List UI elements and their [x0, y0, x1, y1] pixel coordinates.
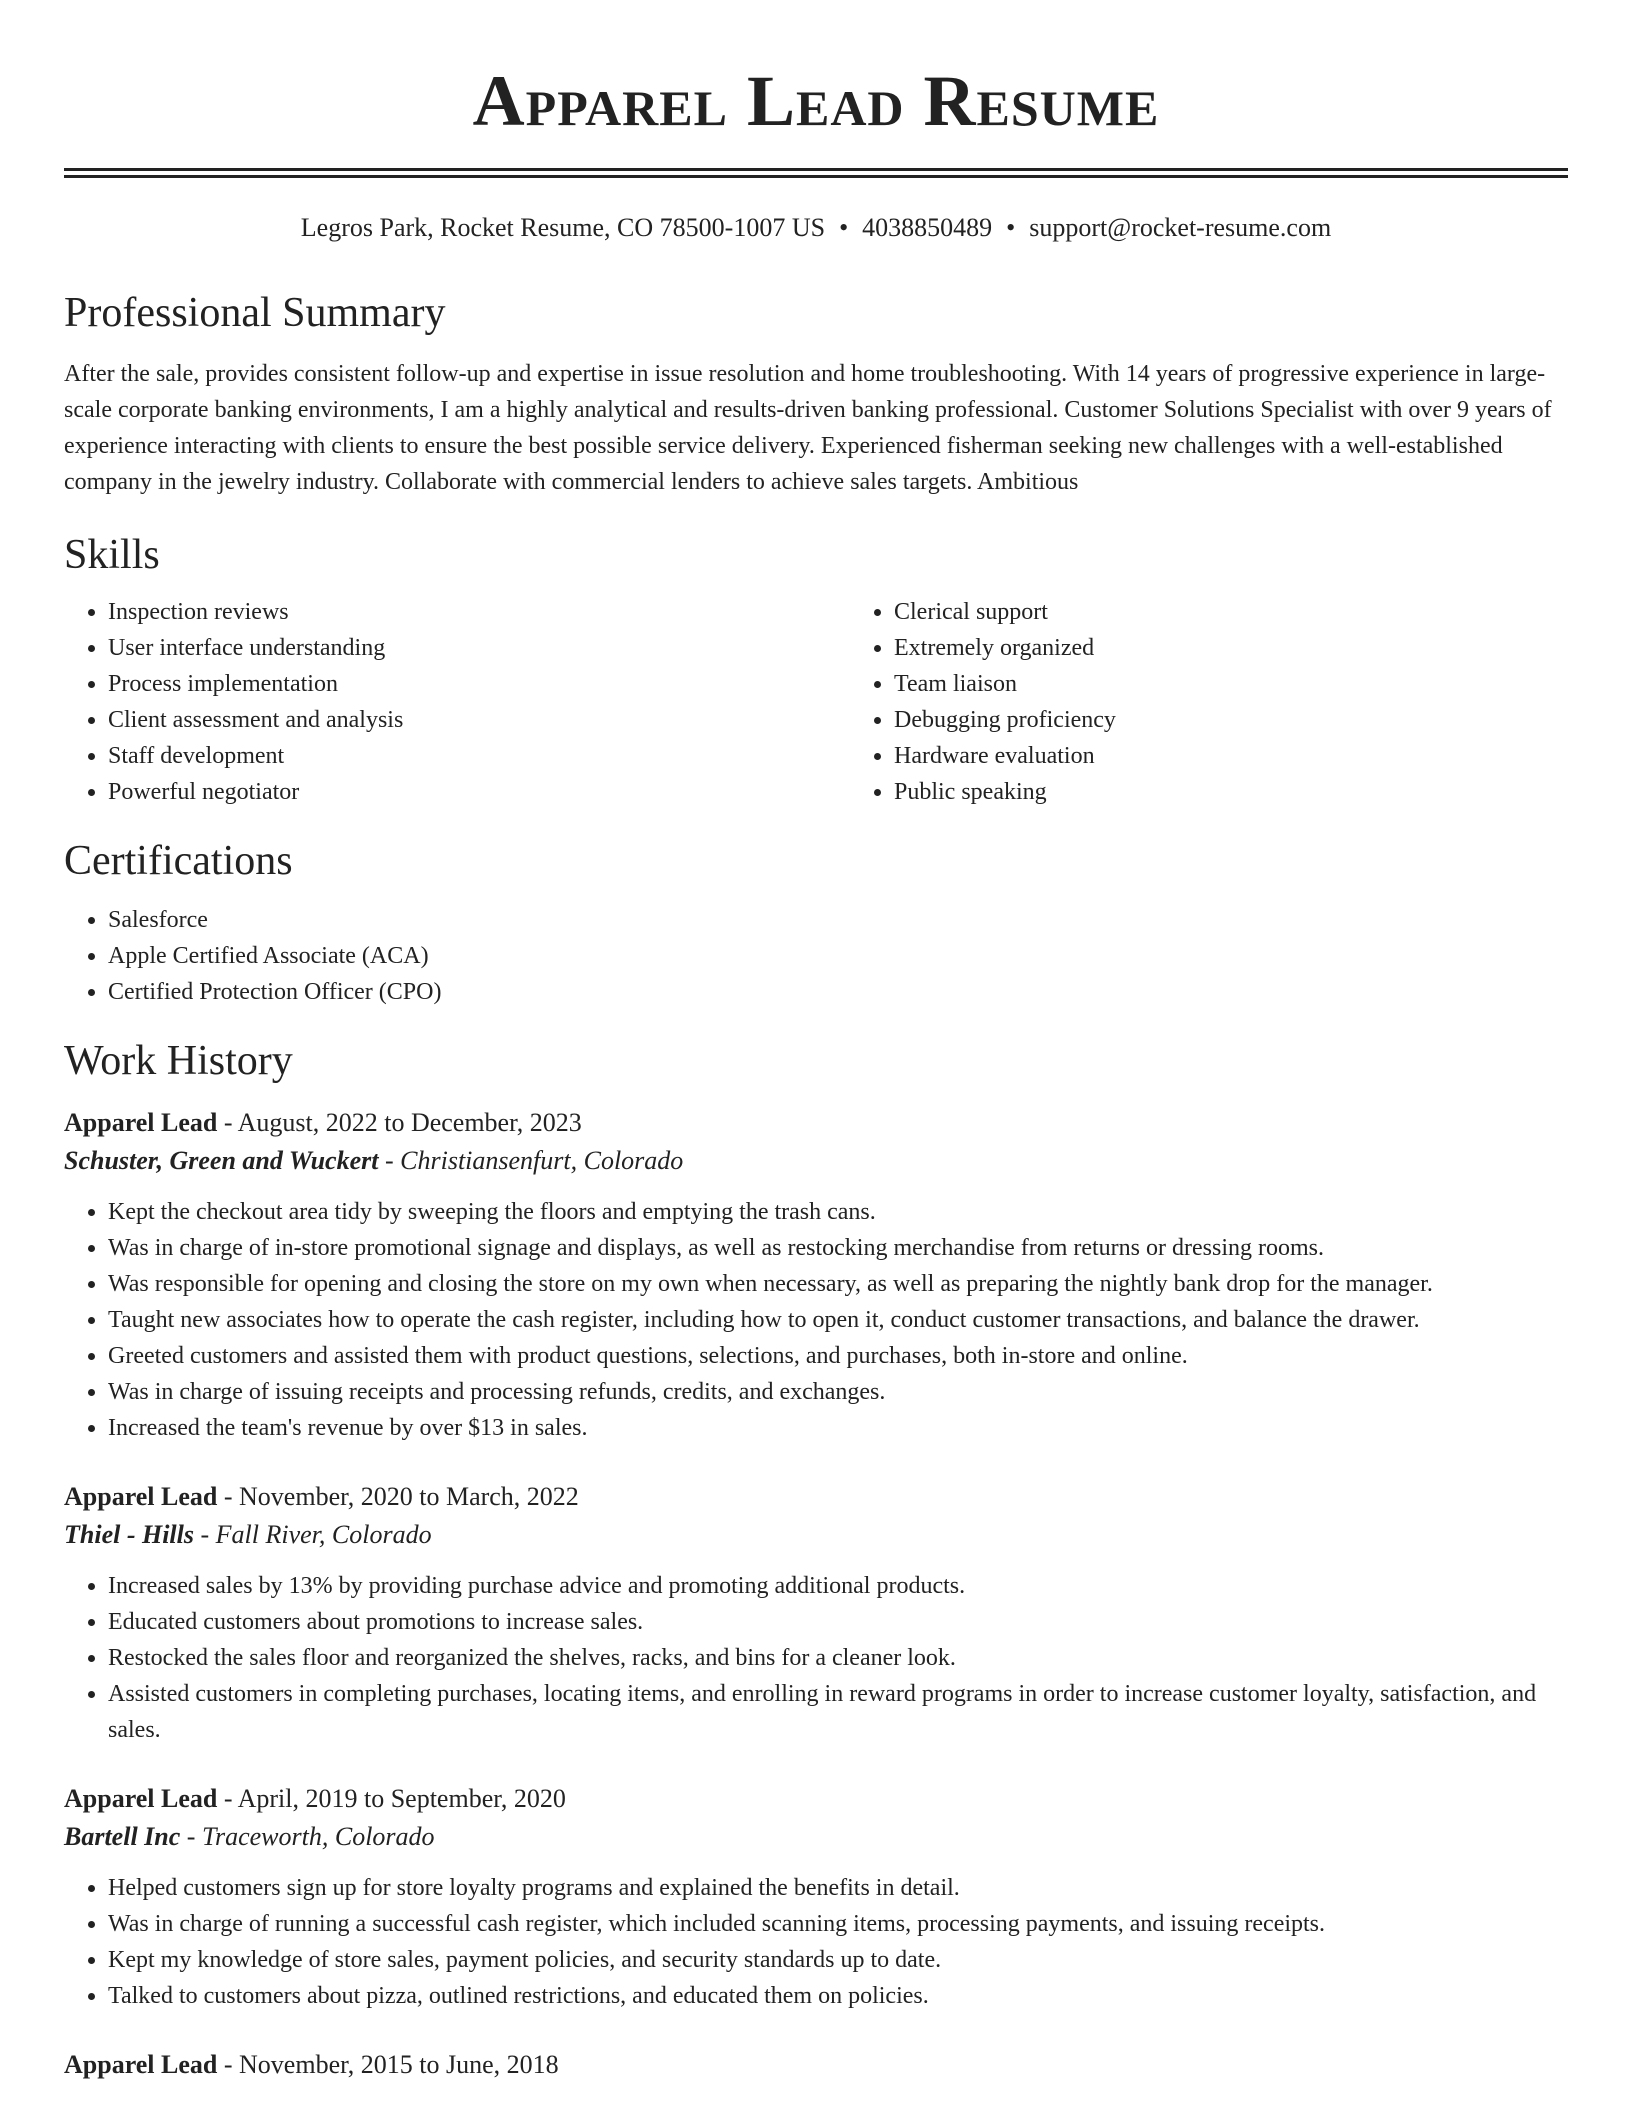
job-duty: • Taught new associates how to operate the cash register, including how to open it, conduct customer transactions, and balance the drawer. — [108, 1302, 1568, 1338]
skill-item: • Team liaison — [894, 666, 1632, 702]
job-duty: • Restocked the sales floor and reorganized the shelves, racks, and bins for a cleaner look. — [108, 1640, 1568, 1676]
skill-item: • Staff development — [108, 738, 850, 774]
job-duty: • Assisted customers in completing purchases, locating items, and enrolling in reward programs in order to increase customer loyalty, satisfaction, and sales. — [108, 1676, 1568, 1748]
employer-name: Bartell Inc — [64, 1822, 181, 1851]
skills-list-right — [850, 594, 1632, 810]
job-title: Apparel Lead — [64, 1482, 218, 1511]
job-duty: • Was in charge of issuing receipts and processing refunds, credits, and exchanges. — [108, 1374, 1568, 1410]
job-title: Apparel Lead — [64, 2050, 218, 2079]
job-duty: • Was in charge of in-store promotional signage and displays, as well as restocking merchandise from returns or dressing rooms. — [108, 1230, 1568, 1266]
summary-heading: Professional Summary — [64, 290, 446, 336]
summary-text: After the sale, provides consistent follow-up and expertise in issue resolution and home troubleshooting. With 14 years of progressive experience in large-scale corporate banking environments, I am a highly analytical and results-driven banking professional. Customer Solutions Specialist with over 9 years of experience interacting with clients to ensure the best possible service delivery. Experienced fisherman seeking new challenges with a well-established company in the jewelry industry. Collaborate with commercial lenders to achieve sales targets. Ambitious — [64, 361, 1552, 495]
skill-item: • Inspection reviews — [108, 594, 850, 630]
job-title-line — [64, 1780, 1568, 1818]
contact-email[interactable]: support@rocket-resume.com — [1029, 213, 1332, 242]
contact-separator: • — [1006, 213, 1016, 242]
employer-location: - Fall River, Colorado — [200, 1520, 432, 1549]
certification-item: • Apple Certified Associate (ACA) — [108, 938, 1568, 974]
resume-title: Apparel Lead Resume — [472, 61, 1160, 141]
skill-item: • Extremely organized — [894, 630, 1632, 666]
skills-columns — [64, 594, 1568, 810]
job-duties-list — [64, 1870, 1568, 2014]
job-entry — [64, 2046, 1568, 2084]
job-entry — [64, 1780, 1568, 2014]
contact-address: Legros Park, Rocket Resume, CO 78500-1007 US — [300, 213, 826, 242]
job-duty: • Increased the team's revenue by over $13 in sales. — [108, 1410, 1568, 1446]
contact-line — [64, 212, 1568, 244]
job-dates: - August, 2022 to December, 2023 — [223, 1108, 582, 1137]
job-dates: - April, 2019 to September, 2020 — [223, 1784, 566, 1813]
employer-line — [64, 1142, 1568, 1180]
skills-heading: Skills — [64, 532, 160, 578]
certification-item: • Salesforce — [108, 902, 1568, 938]
job-entry — [64, 1478, 1568, 1748]
skill-item: • Debugging proficiency — [894, 702, 1632, 738]
job-duties-list — [64, 1194, 1568, 1446]
job-dates: - November, 2015 to June, 2018 — [223, 2050, 559, 2079]
employer-name: Schuster, Green and Wuckert — [64, 1146, 379, 1175]
job-duty: • Was responsible for opening and closing the store on my own when necessary, as well as preparing the nightly bank drop for the manager. — [108, 1266, 1568, 1302]
employer-name: Thiel - Hills — [64, 1520, 194, 1549]
certifications-heading: Certifications — [64, 838, 293, 884]
skill-item: • Hardware evaluation — [894, 738, 1632, 774]
contact-phone: 4038850489 — [862, 213, 993, 242]
certification-item: • Certified Protection Officer (CPO) — [108, 974, 1568, 1010]
job-duty: • Talked to customers about pizza, outlined restrictions, and educated them on policies. — [108, 1978, 1568, 2014]
job-title-line — [64, 1104, 1568, 1142]
job-duty: • Greeted customers and assisted them with product questions, selections, and purchases, both in-store and online. — [108, 1338, 1568, 1374]
certifications-list — [64, 902, 1568, 1010]
job-title: Apparel Lead — [64, 1784, 218, 1813]
job-duty: • Helped customers sign up for store loyalty programs and explained the benefits in detail. — [108, 1870, 1568, 1906]
skill-item: • Public speaking — [894, 774, 1632, 810]
job-duty: • Was in charge of running a successful cash register, which included scanning items, processing payments, and issuing receipts. — [108, 1906, 1568, 1942]
job-duty: • Kept my knowledge of store sales, payment policies, and security standards up to date. — [108, 1942, 1568, 1978]
skill-item: • Powerful negotiator — [108, 774, 850, 810]
skill-item: • Clerical support — [894, 594, 1632, 630]
job-title-line — [64, 1478, 1568, 1516]
job-title: Apparel Lead — [64, 1108, 218, 1137]
work-history-heading: Work History — [64, 1038, 293, 1084]
skill-item: • User interface understanding — [108, 630, 850, 666]
skill-item: • Client assessment and analysis — [108, 702, 850, 738]
skill-item: • Process implementation — [108, 666, 850, 702]
contact-separator: • — [839, 213, 849, 242]
job-duty: • Educated customers about promotions to increase sales. — [108, 1604, 1568, 1640]
job-title-line — [64, 2046, 1568, 2084]
job-duty: • Kept the checkout area tidy by sweeping the floors and emptying the trash cans. — [108, 1194, 1568, 1230]
job-entry — [64, 1104, 1568, 1446]
job-duty: • Increased sales by 13% by providing purchase advice and promoting additional products. — [108, 1568, 1568, 1604]
employer-location: - Christiansenfurt, Colorado — [384, 1146, 684, 1175]
skills-list-left — [64, 594, 850, 810]
job-duties-list — [64, 1568, 1568, 1748]
employer-location: - Traceworth, Colorado — [186, 1822, 435, 1851]
employer-line — [64, 1818, 1568, 1856]
employer-line — [64, 1516, 1568, 1554]
title-double-rule — [64, 168, 1568, 178]
job-dates: - November, 2020 to March, 2022 — [223, 1482, 579, 1511]
